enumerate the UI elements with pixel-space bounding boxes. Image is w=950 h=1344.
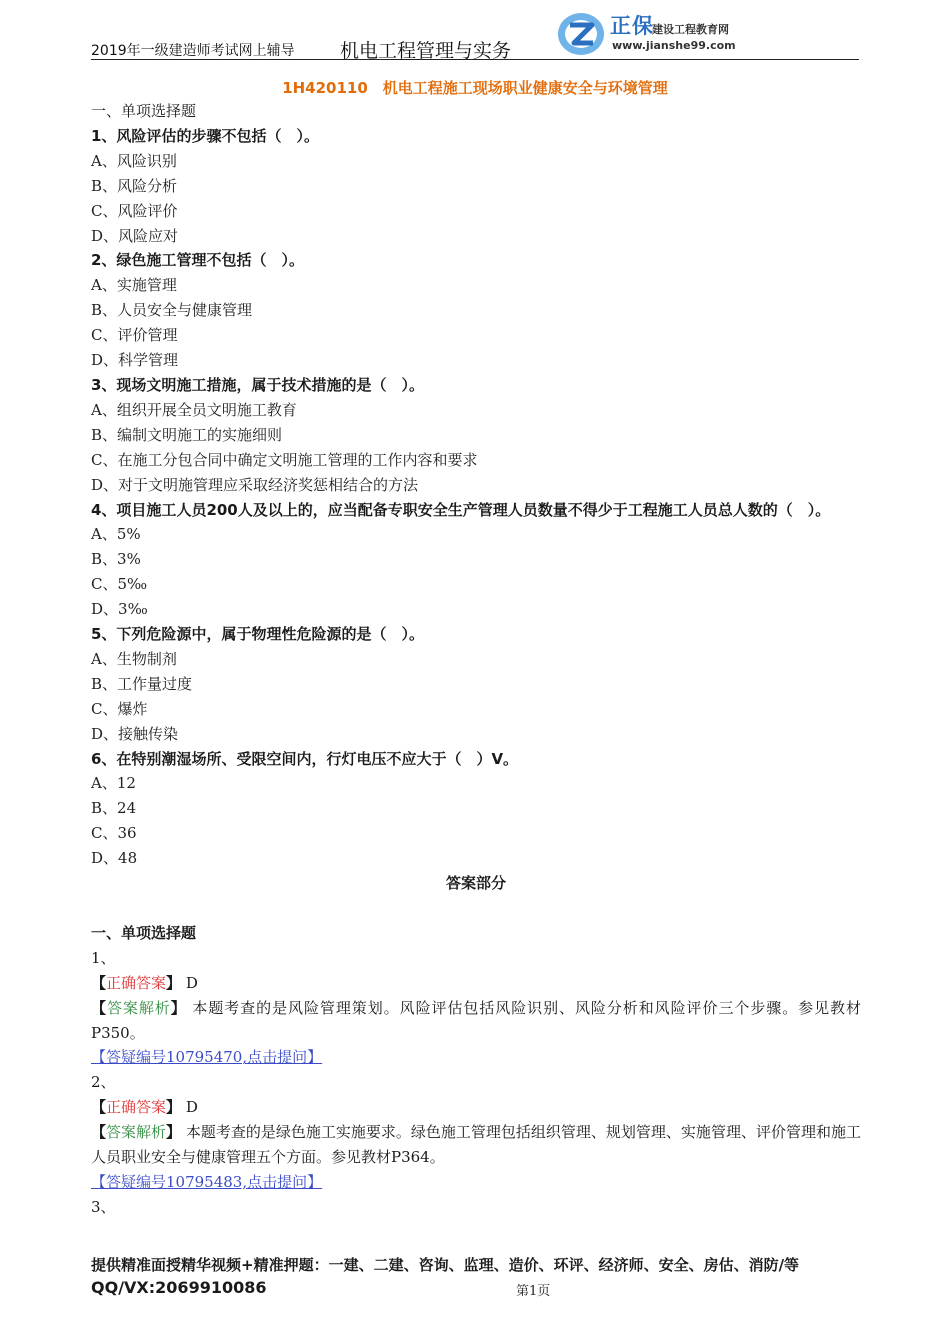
option-c: C、爆炸 xyxy=(91,699,148,718)
question-5 xyxy=(91,622,861,747)
answer-number: 3、 xyxy=(91,1197,116,1216)
question-stem: 5、下列危险源中，属于物理性危险源的是（ ）。 xyxy=(91,625,424,644)
option-c: C、评价管理 xyxy=(91,326,178,345)
answers-part-heading: 一、单项选择题 xyxy=(91,923,197,942)
question-3 xyxy=(91,373,861,498)
analysis-label: 答案解析 xyxy=(106,1123,167,1142)
site-logo[interactable] xyxy=(556,8,766,58)
option-d: D、48 xyxy=(91,849,138,868)
option-d: D、接触传染 xyxy=(91,724,179,743)
spacer xyxy=(91,896,861,921)
analysis-row: 【答案解析】 本题考查的是风险管理策划。风险评估包括风险识别、风险分析和风险评价三个步骤。参见教材P350。 xyxy=(91,998,861,1042)
logo-url: www.jianshe99.com xyxy=(612,39,736,52)
option-d: D、对于文明施管理应采取经济奖惩相结合的方法 xyxy=(91,475,419,494)
question-1 xyxy=(91,124,861,249)
question-stem: 6、在特别潮湿场所、受限空间内，行灯电压不应大于（ ）V。 xyxy=(91,749,519,768)
option-c: C、5‰ xyxy=(91,575,148,594)
option-a: A、风险识别 xyxy=(91,151,177,170)
footer-promo: 提供精准面授精华视频+精准押题：一建、二建、咨询、监理、造价、环评、经济师、安全、房估、消防/等 xyxy=(91,1256,800,1274)
option-c: C、36 xyxy=(91,824,137,843)
option-a: A、5% xyxy=(91,525,141,544)
question-2 xyxy=(91,248,861,373)
page-number: 第1页 xyxy=(516,1284,551,1299)
section-title: 1H420110 机电工程施工现场职业健康安全与环境管理 xyxy=(282,79,668,97)
option-b: B、24 xyxy=(91,799,137,818)
option-b: B、工作量过度 xyxy=(91,674,193,693)
answer-2 xyxy=(91,1070,861,1195)
footer-contact: QQ/VX:2069910086 xyxy=(91,1278,267,1297)
correct-answer-value: D xyxy=(185,1098,198,1117)
analysis-label: 答案解析 xyxy=(106,998,171,1017)
header-divider xyxy=(91,59,859,60)
question-4 xyxy=(91,498,861,623)
correct-answer-row: 【正确答案】 D xyxy=(91,973,198,992)
option-a: A、生物制剂 xyxy=(91,649,177,668)
option-d: D、科学管理 xyxy=(91,351,179,370)
option-a: A、实施管理 xyxy=(91,276,177,295)
logo-brand: 正保 xyxy=(610,14,654,38)
header-course-title: 2019年一级建造师考试网上辅导 xyxy=(91,43,295,59)
header-subject: 机电工程管理与实务 xyxy=(340,40,512,62)
ask-question-link[interactable]: 【答疑编号10795470,点击提问】 xyxy=(91,1048,323,1067)
option-b: B、3% xyxy=(91,550,141,569)
option-c: C、在施工分包合同中确定文明施工管理的工作内容和要求 xyxy=(91,450,478,469)
analysis-row: 【答案解析】 本题考查的是绿色施工实施要求。绿色施工管理包括组织管理、规划管理、实施管理、评价管理和施工人员职业安全与健康管理五个方面。参见教材P364。 xyxy=(91,1123,861,1167)
answers-heading: 答案部分 xyxy=(445,874,506,893)
ask-question-link[interactable]: 【答疑编号10795483,点击提问】 xyxy=(91,1172,323,1191)
part-heading: 一、单项选择题 xyxy=(91,102,197,120)
question-stem: 2、绿色施工管理不包括（ ）。 xyxy=(91,251,304,270)
document-body xyxy=(91,99,861,1220)
question-link-row xyxy=(91,1170,861,1195)
correct-answer-label: 正确答案 xyxy=(106,973,167,992)
answer-3 xyxy=(91,1195,861,1220)
correct-answer-row: 【正确答案】 D xyxy=(91,1098,198,1117)
answer-1 xyxy=(91,946,861,1071)
option-a: A、12 xyxy=(91,774,136,793)
analysis-text: 本题考查的是风险管理策划。风险评估包括风险识别、风险分析和风险评价三个步骤。参见教材P350。 xyxy=(91,998,861,1042)
logo-subtitle: 建设工程教育网 xyxy=(652,23,729,36)
question-link-row xyxy=(91,1045,861,1070)
option-c: C、风险评价 xyxy=(91,201,178,220)
answer-number: 1、 xyxy=(91,948,116,967)
analysis-text: 本题考查的是绿色施工实施要求。绿色施工管理包括组织管理、规划管理、实施管理、评价管理和施工人员职业安全与健康管理五个方面。参见教材P364。 xyxy=(91,1123,861,1167)
option-d: D、3‰ xyxy=(91,600,148,619)
question-stem: 1、风险评估的步骤不包括（ ）。 xyxy=(91,126,319,145)
correct-answer-value: D xyxy=(185,973,198,992)
question-6 xyxy=(91,747,861,872)
question-stem: 3、现场文明施工措施，属于技术措施的是（ ）。 xyxy=(91,375,424,394)
option-b: B、编制文明施工的实施细则 xyxy=(91,425,283,444)
answer-number: 2、 xyxy=(91,1073,116,1092)
option-d: D、风险应对 xyxy=(91,226,179,245)
correct-answer-label: 正确答案 xyxy=(106,1098,167,1117)
option-a: A、组织开展全员文明施工教育 xyxy=(91,400,297,419)
option-b: B、人员安全与健康管理 xyxy=(91,301,253,320)
logo-mark-icon xyxy=(556,10,606,58)
option-b: B、风险分析 xyxy=(91,176,178,195)
question-stem: 4、项目施工人员200人及以上的，应当配备专职安全生产管理人员数量不得少于工程施工人员总人数的（ ）。 xyxy=(91,500,831,519)
